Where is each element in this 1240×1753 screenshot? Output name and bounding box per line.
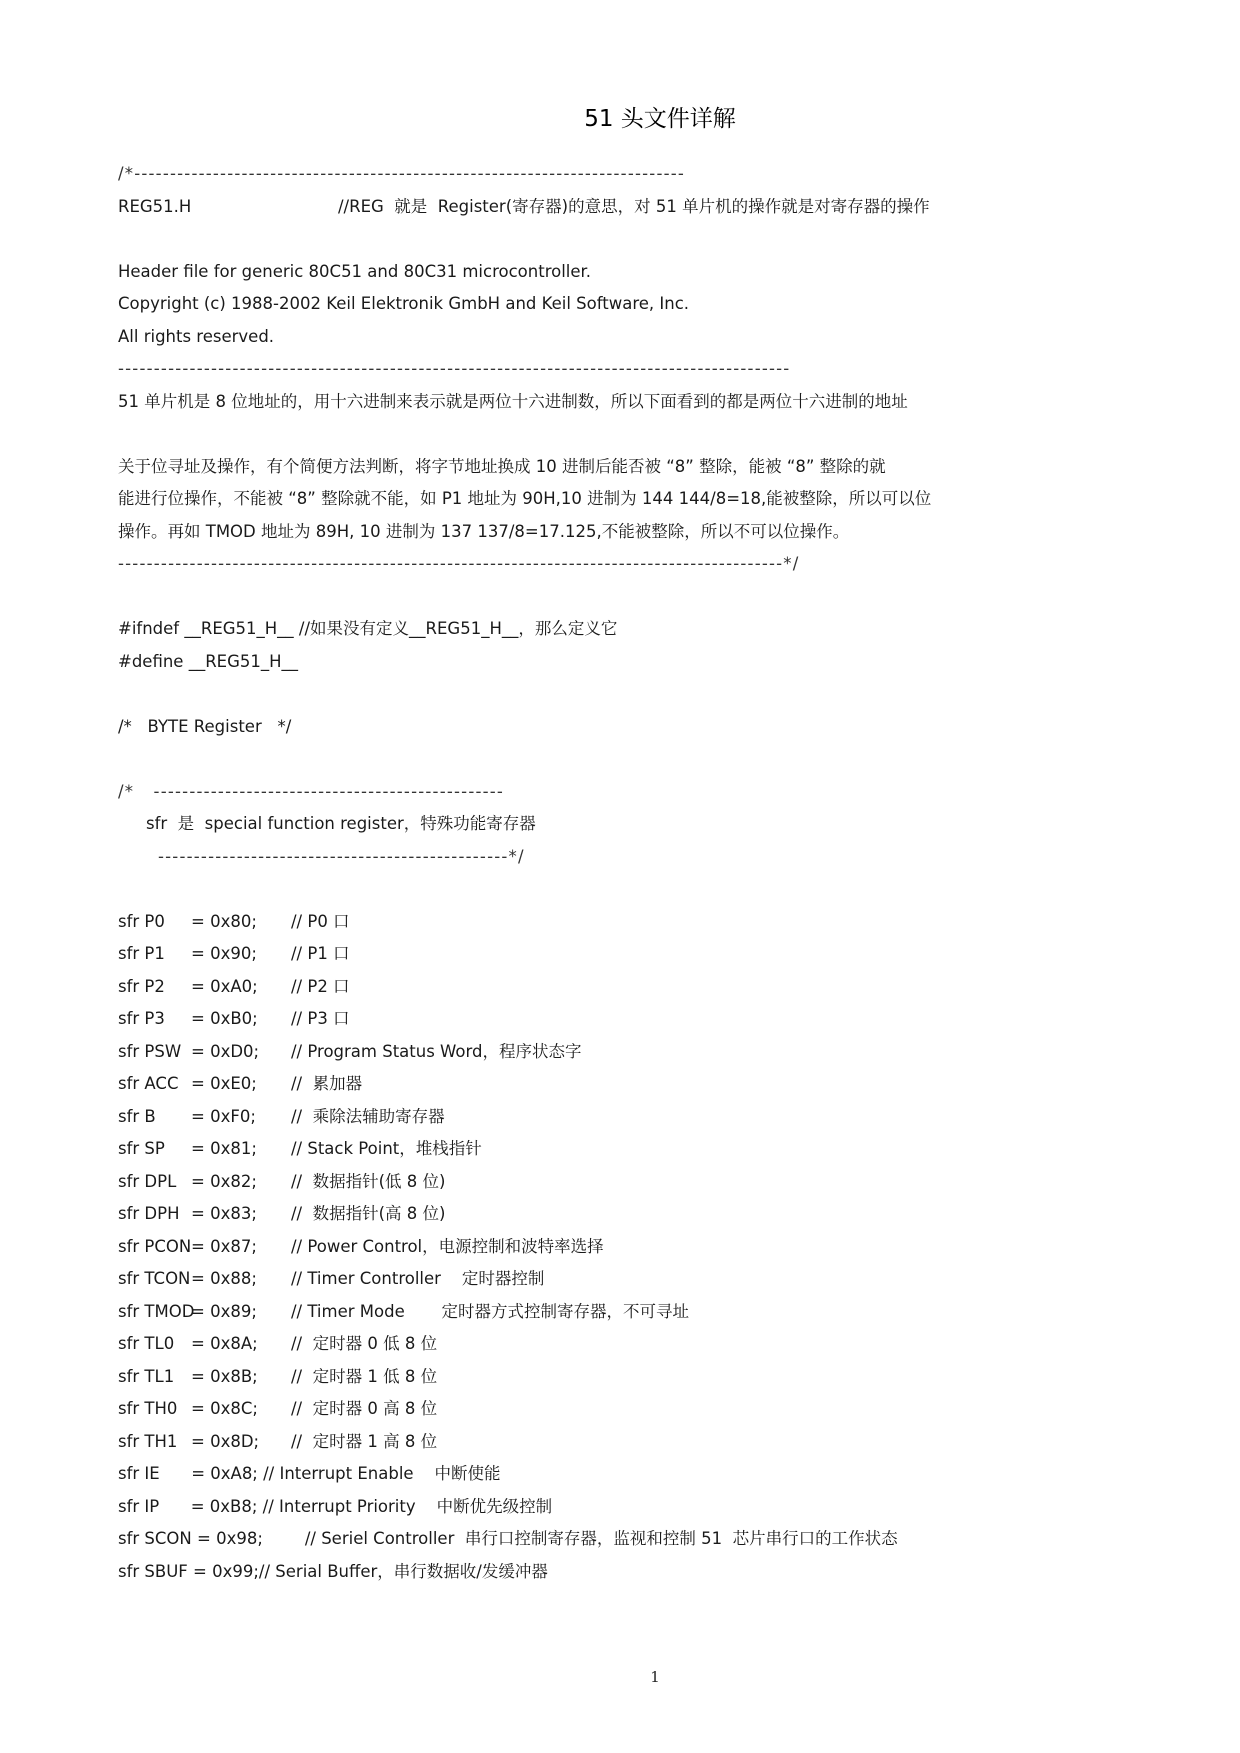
spacer xyxy=(118,581,1128,614)
sfr-register-comment: // 数据指针(高 8 位) xyxy=(291,1204,446,1223)
sfr-register-comment: // P1 口 xyxy=(291,944,350,963)
desc-line-2: Copyright (c) 1988-2002 Keil Elektronik GmbH and Keil Software, Inc. xyxy=(118,294,690,313)
sfr-register-name: sfr PSW xyxy=(118,1041,182,1061)
bit-note-line-2: 能进行位操作，不能被 “8” 整除就不能，如 P1 地址为 90H,10 进制为 144 144/8=18,能被整除，所以可以位 xyxy=(118,489,932,508)
sfr-register-comment: // Timer Controller 定时器控制 xyxy=(291,1269,545,1288)
sfr-line xyxy=(118,1328,1128,1361)
reg-line xyxy=(118,191,1128,224)
sfr-register-comment: // 累加器 xyxy=(291,1074,363,1093)
sfr-register-address: = 0x8B; xyxy=(191,1366,258,1386)
sfr-register-address: = 0x8C; xyxy=(191,1399,258,1418)
sfr-line: sfr IP = 0xB8; // Interrupt Priority 中断优先级控制 xyxy=(118,1496,553,1516)
sfr-register-address: = 0xA0; xyxy=(191,976,258,996)
sfr-register-comment: // P2 口 xyxy=(291,976,350,996)
sfr-line xyxy=(118,1231,1128,1264)
sfr-register-address: = 0xF0; xyxy=(191,1106,256,1126)
bit-note-line-3: 操作。再如 TMOD 地址为 89H, 10 进制为 137 137/8=17.125,不能被整除，所以不可以位操作。 xyxy=(118,521,850,541)
sfr-comment-open: /* ------------------------------------------------- xyxy=(118,781,505,801)
sfr-line xyxy=(118,1036,1128,1069)
byte-register-comment: /* BYTE Register */ xyxy=(118,716,292,736)
comment-mid-dash: ---------------------------------------------------------------------------------------------- xyxy=(118,359,791,378)
sfr-line xyxy=(118,1426,1128,1459)
sfr-register-comment: // Timer Mode 定时器方式控制寄存器，不可寻址 xyxy=(291,1301,689,1321)
desc-line-3: All rights reserved. xyxy=(118,326,275,346)
sfr-register-comment: // 乘除法辅助寄存器 xyxy=(291,1106,445,1126)
sfr-register-address: = 0x8D; xyxy=(191,1431,260,1451)
sfr-line xyxy=(118,1393,1128,1426)
sfr-comment-close: -------------------------------------------------*/ xyxy=(158,846,525,866)
sfr-register-comment: // 数据指针(低 8 位) xyxy=(291,1171,446,1191)
desc-line-1: Header file for generic 80C51 and 80C31 microcontroller. xyxy=(118,261,592,281)
sfr-register-address: = 0x89; xyxy=(191,1301,257,1321)
sfr-register-comment: // 定时器 0 高 8 位 xyxy=(291,1399,438,1418)
page-number: 1 xyxy=(650,1668,660,1686)
sfr-line xyxy=(118,1068,1128,1101)
comment-close-dash: ---------------------------------------------------------------------------------------------*/ xyxy=(118,554,800,573)
sfr-line xyxy=(118,1198,1128,1231)
sfr-register-address: = 0x8A; xyxy=(191,1334,258,1353)
sfr-comment-text: sfr 是 special function register，特殊功能寄存器 xyxy=(146,814,536,833)
sfr-line: sfr SCON = 0x98; // Seriel Controller 串行口控制寄存器，监视和控制 51 芯片串行口的工作状态 xyxy=(118,1529,898,1548)
sfr-register-name: sfr TH0 xyxy=(118,1399,178,1418)
sfr-register-address: = 0x82; xyxy=(191,1171,257,1191)
sfr-line xyxy=(118,971,1128,1004)
sfr-register-comment: // 定时器 1 高 8 位 xyxy=(291,1431,438,1451)
bit-note-line-1: 关于位寻址及操作，有个简便方法判断，将字节地址换成 10 进制后能否被 “8” 整除，能被 “8” 整除的就 xyxy=(118,456,886,476)
sfr-register-name: sfr P2 xyxy=(118,976,165,996)
address-note: 51 单片机是 8 位地址的，用十六进制来表示就是两位十六进制数，所以下面看到的都是两位十六进制的地址 xyxy=(118,391,908,411)
sfr-register-address: = 0x83; xyxy=(191,1204,257,1223)
sfr-register-name: sfr TMOD xyxy=(118,1301,195,1321)
sfr-line: sfr IE = 0xA8; // Interrupt Enable 中断使能 xyxy=(118,1464,501,1483)
document-title: 51 头文件详解 xyxy=(584,106,736,132)
spacer xyxy=(118,743,1128,776)
sfr-register-address: = 0xD0; xyxy=(191,1041,260,1061)
sfr-register-name: sfr TL0 xyxy=(118,1334,175,1353)
sfr-register-address: = 0xB0; xyxy=(191,1009,258,1028)
spacer xyxy=(118,418,1128,451)
sfr-register-name: sfr TL1 xyxy=(118,1366,175,1386)
sfr-register-address: = 0x81; xyxy=(191,1139,257,1158)
spacer xyxy=(118,873,1128,906)
define-line: #define __REG51_H__ xyxy=(118,651,299,671)
sfr-register-address: = 0xE0; xyxy=(191,1074,257,1093)
reg-name: REG51.H xyxy=(118,196,192,216)
sfr-register-comment: // Program Status Word，程序状态字 xyxy=(291,1041,582,1061)
reg-note: //REG 就是 Register(寄存器)的意思，对 51 单片机的操作就是对寄存器的操作 xyxy=(338,196,930,216)
sfr-register-comment: // 定时器 1 低 8 位 xyxy=(291,1366,438,1386)
sfr-register-name: sfr PCON xyxy=(118,1236,192,1256)
sfr-line xyxy=(118,1133,1128,1166)
sfr-register-comment: // P0 口 xyxy=(291,911,350,931)
document-body xyxy=(118,158,1128,1588)
sfr-register-name: sfr B xyxy=(118,1106,156,1126)
sfr-register-name: sfr TCON xyxy=(118,1269,191,1288)
sfr-line xyxy=(118,906,1128,939)
sfr-register-name: sfr TH1 xyxy=(118,1431,178,1451)
sfr-definition-list xyxy=(118,906,1128,1459)
sfr-line xyxy=(118,1003,1128,1036)
sfr-line xyxy=(118,1361,1128,1394)
sfr-line xyxy=(118,1166,1128,1199)
spacer xyxy=(118,223,1128,256)
ifndef-line: #ifndef __REG51_H__ //如果没有定义__REG51_H__，那么定义它 xyxy=(118,619,618,638)
spacer xyxy=(118,678,1128,711)
sfr-register-address: = 0x80; xyxy=(191,911,257,931)
sfr-register-address: = 0x88; xyxy=(191,1269,257,1288)
sfr-register-address: = 0x87; xyxy=(191,1236,257,1256)
sfr-line xyxy=(118,1101,1128,1134)
sfr-register-comment: // Power Control，电源控制和波特率选择 xyxy=(291,1236,604,1256)
sfr-register-comment: // Stack Point，堆栈指针 xyxy=(291,1139,482,1158)
sfr-line xyxy=(118,1296,1128,1329)
sfr-line: sfr SBUF = 0x99;// Serial Buffer，串行数据收/发缓冲器 xyxy=(118,1561,548,1581)
sfr-register-name: sfr DPL xyxy=(118,1171,177,1191)
sfr-register-name: sfr SP xyxy=(118,1139,165,1158)
sfr-register-address: = 0x90; xyxy=(191,944,257,963)
comment-open-dash: /*----------------------------------------------------------------------------- xyxy=(118,164,686,183)
sfr-register-comment: // P3 口 xyxy=(291,1009,350,1028)
sfr-register-name: sfr P3 xyxy=(118,1009,165,1028)
sfr-register-name: sfr ACC xyxy=(118,1074,179,1093)
sfr-line xyxy=(118,938,1128,971)
sfr-register-name: sfr P1 xyxy=(118,944,165,963)
sfr-register-name: sfr DPH xyxy=(118,1204,180,1223)
sfr-register-name: sfr P0 xyxy=(118,911,165,931)
sfr-register-comment: // 定时器 0 低 8 位 xyxy=(291,1334,438,1353)
sfr-line xyxy=(118,1263,1128,1296)
